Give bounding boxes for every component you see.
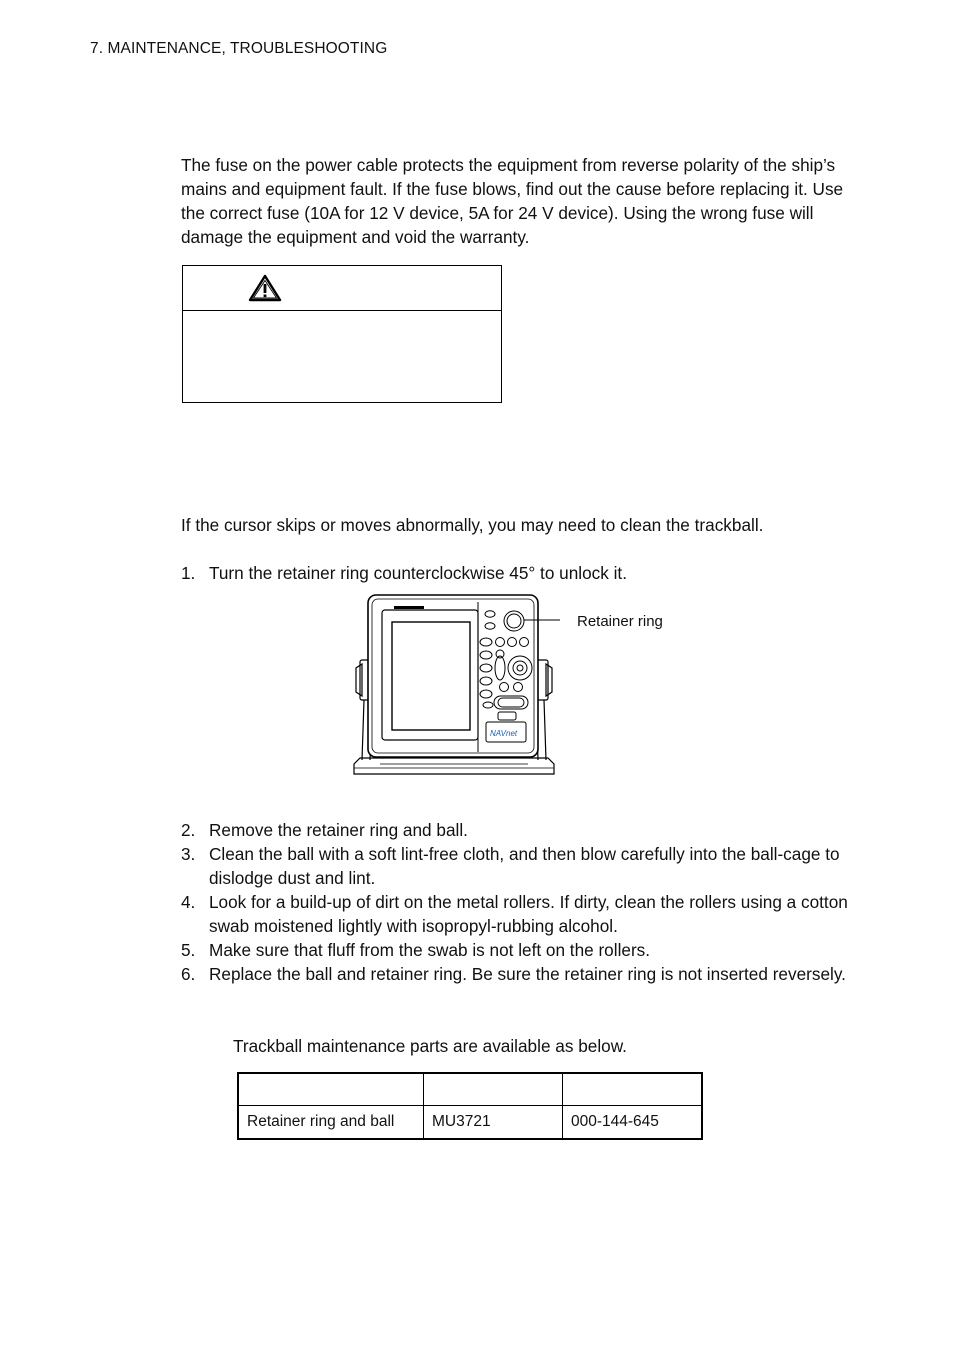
- caution-box-header: [183, 266, 501, 311]
- step-number: 1.: [181, 563, 196, 583]
- step-number: 2.: [181, 820, 196, 840]
- step-number: 4.: [181, 892, 196, 912]
- step-1: [181, 561, 861, 585]
- warning-triangle-icon: [248, 274, 282, 302]
- page-header: 7. MAINTENANCE, TROUBLESHOOTING: [90, 40, 388, 57]
- navnet-logo: NAVnet: [490, 729, 518, 738]
- step-text: Make sure that fluff from the swab is not left on the rollers.: [209, 940, 651, 960]
- table-header-row: [238, 1073, 702, 1106]
- step-text: Turn the retainer ring counterclockwise 45° to unlock it.: [209, 563, 627, 583]
- trackball-intro: If the cursor skips or moves abnormally, you may need to clean the trackball.: [181, 515, 764, 535]
- table-row: [238, 1106, 702, 1140]
- caution-box: [182, 265, 502, 403]
- step-number: 3.: [181, 844, 196, 864]
- step-4: [181, 890, 861, 938]
- table-header-cell: [238, 1073, 424, 1106]
- table-cell-name: Retainer ring and ball: [238, 1106, 424, 1140]
- step-text: Clean the ball with a soft lint-free cloth, and then blow carefully into the ball-cage to dislodge dust and lint.: [209, 844, 840, 888]
- step-text: Look for a build-up of dirt on the metal rollers. If dirty, clean the rollers using a cotton swab moistened lightly with isopropyl-rubbing alcohol.: [209, 892, 848, 936]
- fuse-paragraph: The fuse on the power cable protects the equipment from reverse polarity of the ship’s mains and equipment fault. If the fuse blows, find out the cause before replacing it. Use the correct fuse (10A for 12 V device, 5A for 24 V device). Using the wrong fuse will damage the equipment and void the warranty.: [181, 155, 844, 247]
- retainer-ring-callout: Retainer ring: [577, 613, 663, 630]
- step-2: [181, 818, 861, 842]
- table-header-cell: [563, 1073, 703, 1106]
- step-6: [181, 962, 861, 986]
- table-header-cell: [424, 1073, 563, 1106]
- step-text: Replace the ball and retainer ring. Be sure the retainer ring is not inserted reversely.: [209, 964, 846, 984]
- display-unit-figure: [350, 592, 560, 782]
- step-number: 5.: [181, 940, 196, 960]
- step-number: 6.: [181, 964, 196, 984]
- parts-note: Trackball maintenance parts are available as below.: [233, 1036, 627, 1056]
- parts-table: [237, 1072, 703, 1140]
- table-cell-code: 000-144-645: [563, 1106, 703, 1140]
- step-text: Remove the retainer ring and ball.: [209, 820, 468, 840]
- table-cell-type: MU3721: [424, 1106, 563, 1140]
- step-3: [181, 842, 861, 890]
- step-5: [181, 938, 861, 962]
